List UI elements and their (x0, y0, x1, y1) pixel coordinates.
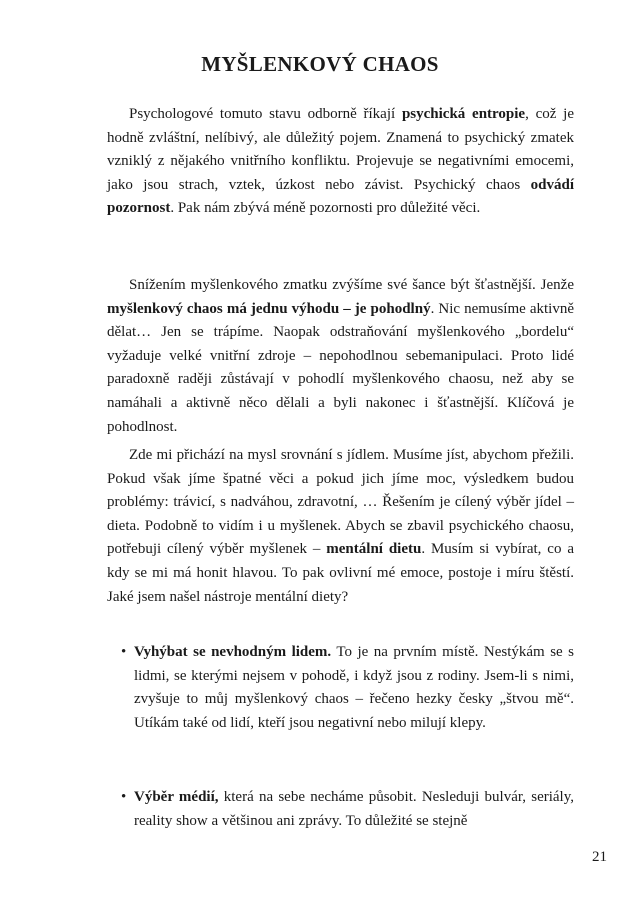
bullet-item-media (121, 786, 574, 833)
bullet1-bold: Vyhýbat se nevhodným lidem. (134, 644, 332, 660)
para1-bold-2: odvádí pozornost (107, 176, 574, 217)
bullet-marker: • (121, 789, 127, 805)
para2-text-2: . Nic nemusíme aktivně dělat… Jen se trápíme. Naopak odstraňování myšlenkového „bordelu“ vyžaduje velké vnitřní zdroje – nepohodlnou sebemanipulaci. Proto lidé paradoxně raději zůstávají v pohodlí myšlenkového chaosu, než aby se namáhali a aktivně něco dělali a byli nakonec i šťastnější. Klíčová je pohodlnost. (107, 300, 575, 435)
para3-bold-1: mentální dietu (326, 541, 422, 558)
bullet2-bold: Výběr médií, (134, 789, 219, 805)
para2-bold-1: myšlenkový chaos má jednu výhodu – je pohodlný (107, 300, 431, 317)
para1-bold-1: psychická entropie (401, 106, 526, 122)
chapter-title: MYŠLENKOVÝ CHAOS (201, 52, 439, 76)
para3-text-1: Zde mi přichází na mysl srovnání s jídlem. Musíme jíst, abychom přežili. Pokud však jíme špatné věci a pokud jich jíme moc, výsledkem budou problémy: trávicí, s nadváhou, zdravotní, … Řešením je cílený výběr jídel – dieta. Podobně to vidím i u myšlenek. Abych se zbavil psychického chaosu, potřebuji cílený výběr myšlenek – (107, 447, 574, 558)
bullet-item-people (121, 641, 574, 735)
para3-text-2: . Musím si vybírat, co a kdy se mi má honit hlavou. To pak ovlivní mé emoce, postoje i míru štěstí. Jaké jsem našel nástroje mentální diety? (107, 541, 574, 605)
para1-text-2: , což je hodně zvláštní, nelíbivý, ale důležitý pojem. Znamená to psychický zmatek vzniklý z nějakého vnitřního konfliktu. Projevuje se negativními emocemi, jako jsou strach, vztek, úzkost nebo závist. Psychický chaos (107, 106, 574, 193)
bullet-marker: • (121, 644, 127, 660)
paragraph-2 (107, 274, 574, 439)
para1-text-3: . Pak nám zbývá méně pozornosti pro důležité věci. (170, 200, 481, 217)
bullet1-text: To je na prvním místě. Nestýkám se s lidmi, se kterými nejsem v pohodě, i když jsou z rodiny. Jsem-li s nimi, zvyšuje to můj myšlenkový chaos – řečeno hezky česky „štvou mě“. Utíkám také od lidí, kteří jsou negativní nebo milují klepy. (134, 644, 574, 731)
paragraph-1 (107, 103, 574, 221)
bullet2-text: která na sebe necháme působit. Nesleduji bulvár, seriály, reality show a většinou ani zprávy. To důležité se stejně (134, 789, 574, 829)
page-number: 21 (592, 849, 607, 865)
para2-text-1: Snížením myšlenkového zmatku zvýšíme své šance být šťastnější. Jenže (129, 277, 574, 293)
paragraph-3 (107, 444, 574, 609)
para1-text-1: Psychologové tomuto stavu odborně říkají (129, 106, 402, 122)
